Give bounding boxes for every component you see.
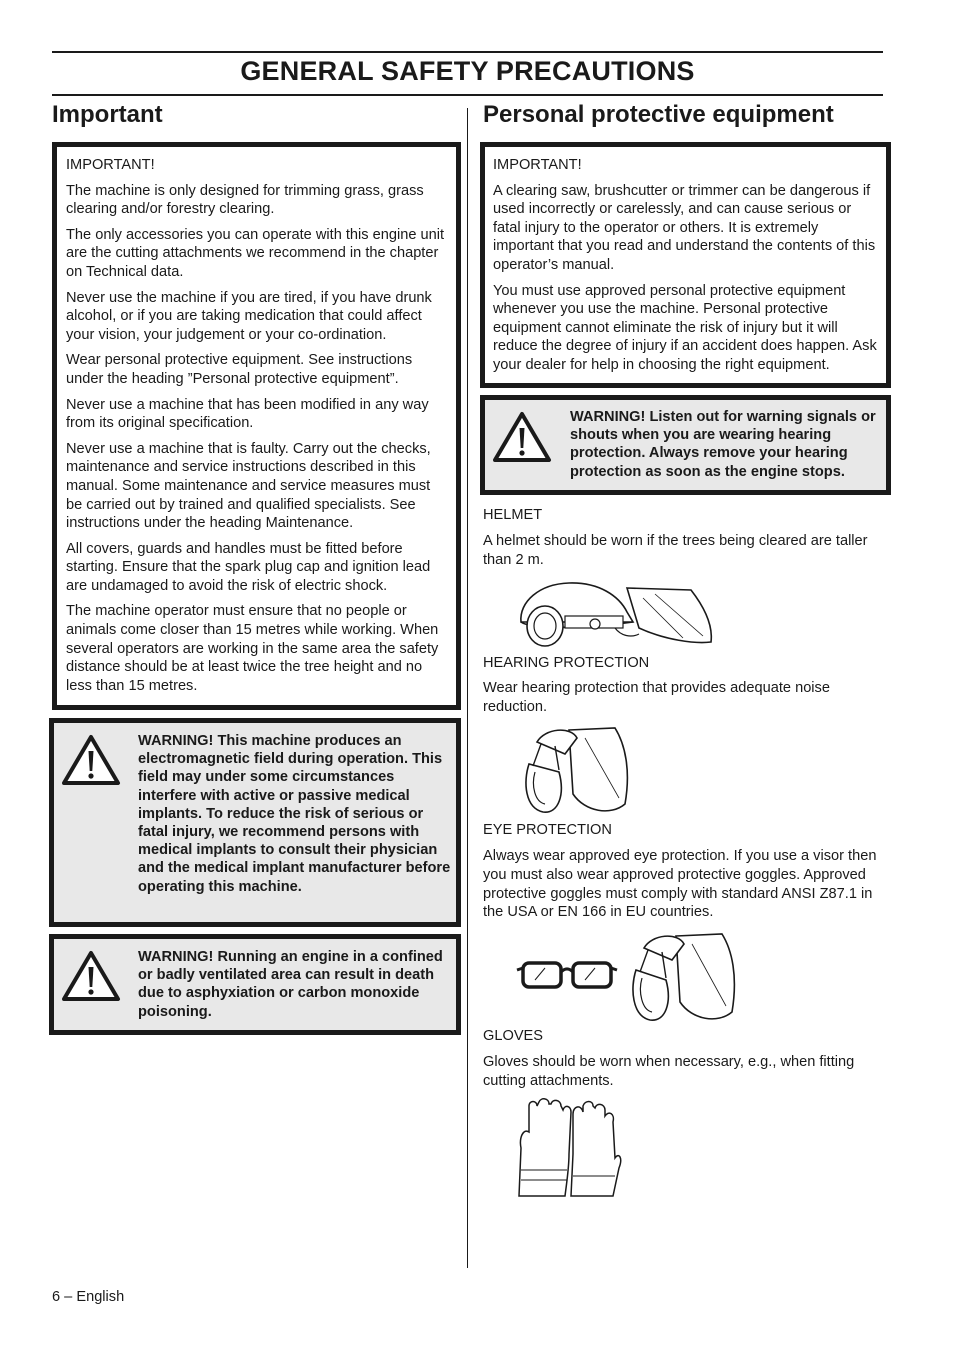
column-divider	[467, 108, 468, 1268]
warning-triangle-icon	[60, 949, 122, 1003]
important-para: The only accessories you can operate with this engine unit are the cutting attachments we recommend in the chapter on Technical data.	[66, 226, 445, 280]
helmet-text: A helmet should be worn if the trees being cleared are taller than 2 m.	[483, 533, 868, 568]
hearing-protection-icon	[515, 724, 635, 816]
helmet-label: HELMET	[483, 507, 543, 523]
warning-emf-box	[49, 718, 461, 927]
ppe-para: IMPORTANT!	[493, 157, 582, 173]
ppe-para: A clearing saw, brushcutter or trimmer can be dangerous if used incorrectly or carelessly, and can cause serious or fatal injury to the operator or others. It is extremely important that you read and understand the contents of this operator’s manual.	[493, 182, 876, 273]
important-para: All covers, guards and handles must be fitted before starting. Ensure that the spark plug cap and ignition lead are undamaged to avoid the risk of electric shock.	[66, 540, 431, 594]
visor-icon	[626, 930, 742, 1024]
important-para: IMPORTANT!	[66, 157, 155, 173]
important-para: The machine is only designed for trimming grass, grass clearing and/or forestry clearing.	[66, 182, 424, 218]
important-box	[52, 142, 461, 710]
important-para: The machine operator must ensure that no people or animals come closer than 15 metres while working. When several operators are working in the same area the safety distance should be at least twice the tree height and no less than 15 metres.	[66, 603, 439, 694]
header-top-rule	[52, 51, 883, 53]
page-title: GENERAL SAFETY PRECAUTIONS	[240, 56, 695, 86]
warning-triangle-icon	[60, 733, 122, 787]
important-para: Never use the machine if you are tired, if you have drunk alcohol, or if you are taking medication that could affect your vision, your judgement or your co-ordination.	[66, 289, 432, 343]
gloves-icon	[515, 1098, 625, 1204]
ppe-important-box	[480, 142, 891, 388]
important-para: Never use a machine that has been modified in any way from its original specification.	[66, 396, 429, 432]
warning-co-box	[49, 934, 461, 1035]
hearing-text: Wear hearing protection that provides adequate noise reduction.	[483, 680, 830, 715]
eye-text: Always wear approved eye protection. If you use a visor then you must also wear approved protective goggles. Approved protective goggles must comply with standard ANSI Z87.1 in the USA or EN 166 in EU countries.	[483, 848, 877, 921]
goggles-icon	[515, 958, 619, 992]
header-bottom-rule	[52, 94, 883, 96]
hearing-label: HEARING PROTECTION	[483, 655, 650, 671]
page-number: 6 – English	[52, 1289, 125, 1305]
eye-label: EYE PROTECTION	[483, 822, 612, 838]
warning-hearing-text: WARNING! Listen out for warning signals or shouts when you are wearing hearing protection. Always remove your hearing protection as soon as the engine stops.	[570, 409, 876, 480]
ppe-para: You must use approved personal protective equipment whenever you use the machine. Personal protective equipment cannot eliminate the risk of injury but it will reduce the degree of injury if an accident does happen. Ask your dealer for help in choosing the right equipment.	[493, 282, 877, 373]
important-para: Never use a machine that is faulty. Carry out the checks, maintenance and service instructions described in this manual. Some maintenance and service measures must be carried out by trained and qualified specialists. See instructions under the heading Maintenance.	[66, 440, 431, 532]
heading-ppe: Personal protective equipment	[483, 101, 834, 128]
heading-important: Important	[52, 101, 163, 128]
gloves-text: Gloves should be worn when necessary, e.g., when fitting cutting attachments.	[483, 1054, 855, 1089]
warning-triangle-icon	[491, 410, 553, 464]
important-para: Wear personal protective equipment. See instructions under the heading ”Personal protective equipment”.	[66, 352, 413, 387]
warning-co-text: WARNING! Running an engine in a confined or badly ventilated area can result in death due to asphyxiation or carbon monoxide poisoning.	[138, 949, 443, 1020]
gloves-label: GLOVES	[483, 1028, 544, 1044]
warning-hearing-box	[480, 395, 891, 495]
helmet-icon	[515, 578, 715, 648]
warning-emf-text: WARNING! This machine produces an electromagnetic field during operation. This field may under some circumstances interfere with active or passive medical implants. To reduce the risk of serious or fatal injury, we recommend persons with medical implants to consult their physician and the medical implant manufacturer before operating this machine.	[138, 733, 451, 895]
